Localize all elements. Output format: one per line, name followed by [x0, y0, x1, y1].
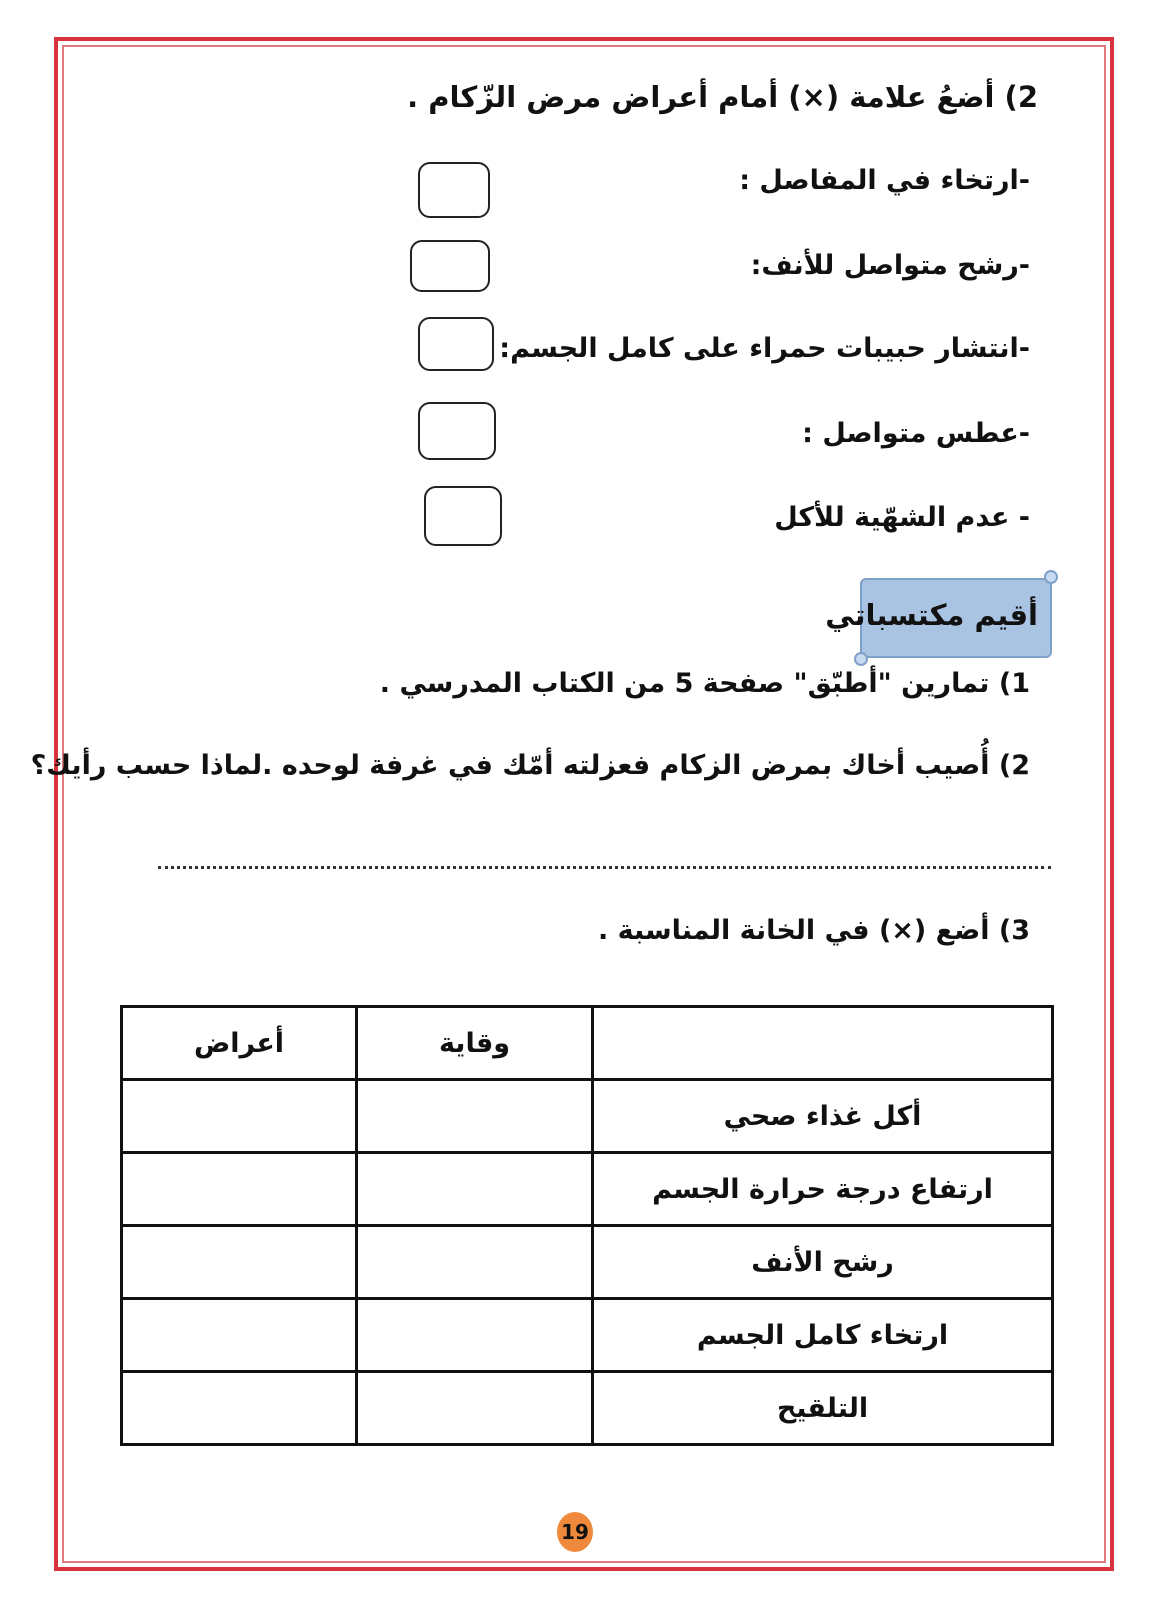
answer-line[interactable] — [158, 866, 1051, 869]
table-header-cell: وقاية — [357, 1007, 593, 1080]
symptom-item: -عطس متواصل : — [802, 418, 1030, 449]
table-row — [122, 1153, 1053, 1226]
table-answer-cell[interactable] — [122, 1153, 357, 1226]
table-row-label: رشح الأنف — [593, 1226, 1053, 1299]
exercise-3: 3) أضع (×) في الخانة المناسبة . — [598, 915, 1030, 946]
table-answer-cell[interactable] — [122, 1299, 357, 1372]
answer-checkbox[interactable] — [424, 486, 502, 546]
answer-checkbox[interactable] — [418, 402, 496, 460]
answer-checkbox[interactable] — [410, 240, 490, 292]
table-row-label: ارتخاء كامل الجسم — [593, 1299, 1053, 1372]
scroll-curl-icon — [854, 652, 868, 666]
table-row — [122, 1080, 1053, 1153]
table-answer-cell[interactable] — [357, 1153, 593, 1226]
symptom-item: -ارتخاء في المفاصل : — [739, 165, 1030, 196]
answer-checkbox[interactable] — [418, 317, 494, 371]
table-row — [122, 1299, 1053, 1372]
symptom-item: - عدم الشهّية للأكل — [774, 502, 1030, 533]
table-header-cell: أعراض — [122, 1007, 357, 1080]
table-answer-cell[interactable] — [357, 1226, 593, 1299]
table-answer-cell[interactable] — [122, 1372, 357, 1445]
table-header-cell — [593, 1007, 1053, 1080]
classification-table — [120, 1005, 1054, 1446]
table-answer-cell[interactable] — [357, 1372, 593, 1445]
scroll-curl-icon — [1044, 570, 1058, 584]
table-answer-cell[interactable] — [357, 1299, 593, 1372]
table-answer-cell[interactable] — [357, 1080, 593, 1153]
table-row — [122, 1226, 1053, 1299]
table-answer-cell[interactable] — [122, 1080, 357, 1153]
table-row-label: أكل غذاء صحي — [593, 1080, 1053, 1153]
table-row-label: ارتفاع درجة حرارة الجسم — [593, 1153, 1053, 1226]
page-number: 19 — [557, 1512, 593, 1552]
question-2-title: 2) أضعُ علامة (×) أمام أعراض مرض الزّكام . — [407, 80, 1038, 114]
symptom-item: -انتشار حبيبات حمراء على كامل الجسم: — [499, 333, 1030, 364]
table-row-label: التلقيح — [593, 1372, 1053, 1445]
table-header-row — [122, 1007, 1053, 1080]
table-row — [122, 1372, 1053, 1445]
exercise-2: 2) أُصيب أخاك بمرض الزكام فعزلته أمّك في غرفة لوحده .لماذا حسب رأيك؟ — [30, 750, 1030, 781]
exercise-1: 1) تمارين "أطبّق" صفحة 5 من الكتاب المدرسي . — [379, 668, 1030, 699]
answer-checkbox[interactable] — [418, 162, 490, 218]
table-answer-cell[interactable] — [122, 1226, 357, 1299]
section-banner-title: أقيم مكتسباتي — [825, 598, 1038, 632]
section-banner — [825, 578, 1052, 658]
symptom-item: -رشح متواصل للأنف: — [750, 250, 1030, 281]
